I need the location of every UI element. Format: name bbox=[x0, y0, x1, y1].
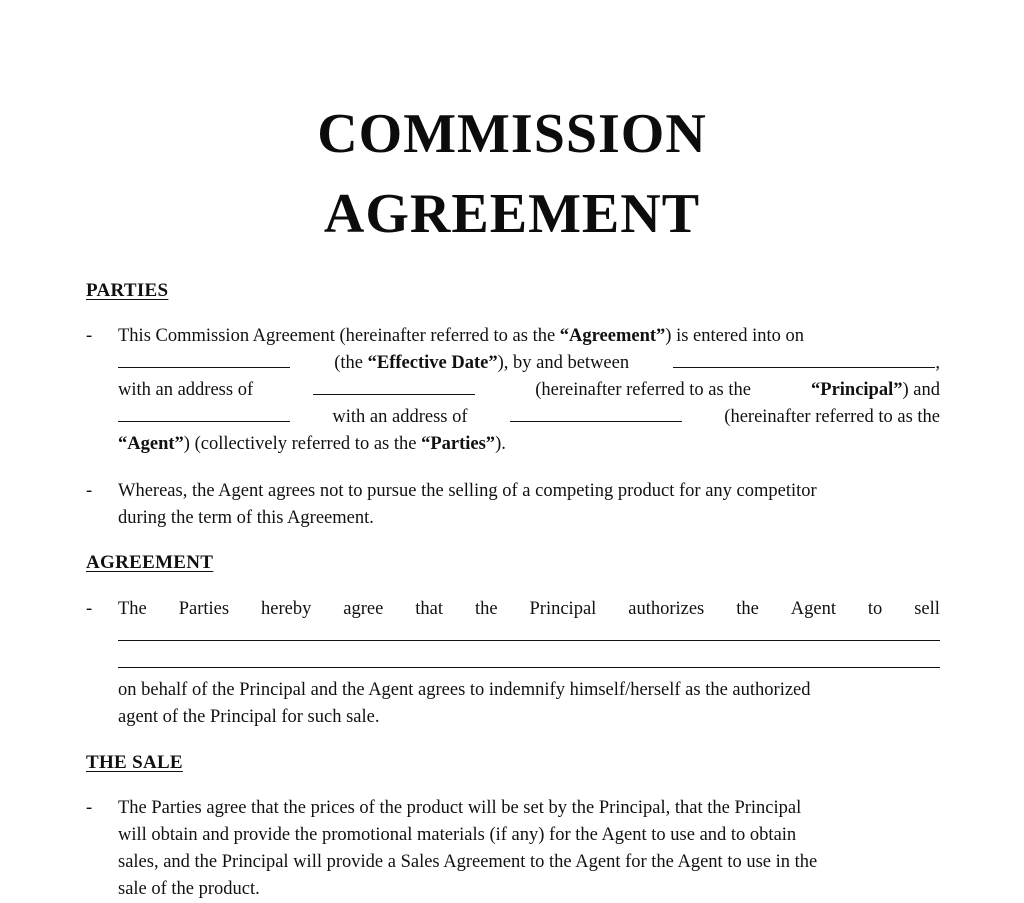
clause-word: Principal bbox=[529, 599, 597, 619]
clause-text-segment: with an address of bbox=[118, 380, 254, 400]
clause-text-segment: (hereinafter referred to as the bbox=[535, 380, 751, 400]
sale-clause-1 bbox=[86, 795, 940, 903]
clause-word: the bbox=[736, 599, 759, 619]
principal-name-blank[interactable] bbox=[673, 351, 935, 368]
document-title-line-2: AGREEMENT bbox=[323, 183, 701, 245]
clause-line bbox=[118, 596, 940, 623]
principal-address-blank[interactable] bbox=[313, 378, 475, 395]
clause-line bbox=[118, 849, 940, 876]
clause-text-segment: This Commission Agreement (hereinafter referred to as the “Agreement”) is entered into on bbox=[118, 326, 804, 346]
agent-address-blank[interactable] bbox=[510, 405, 682, 422]
clause-line bbox=[118, 404, 940, 431]
document-title-line-1: COMMISSION bbox=[317, 103, 707, 165]
clause-text-segment: on behalf of the Principal and the Agent agrees to indemnify himself/herself as the authorized bbox=[118, 680, 811, 700]
clause-word: to bbox=[867, 599, 883, 619]
clause-text-segment: The Parties agree that the prices of the product will be set by the Principal, that the Principal bbox=[118, 798, 802, 818]
clause-line bbox=[118, 377, 940, 404]
parties-clause-1 bbox=[86, 323, 940, 458]
agent-name-blank[interactable] bbox=[118, 405, 290, 422]
clause-text-segment: with an address of bbox=[332, 407, 468, 427]
clause-text-segment: , bbox=[673, 350, 940, 377]
section-heading-the-sale: THE SALE bbox=[86, 752, 183, 773]
clause-line bbox=[118, 704, 940, 731]
bullet-dash: - bbox=[86, 326, 93, 346]
section-heading-parties: PARTIES bbox=[86, 280, 169, 301]
clause-text-segment: agent of the Principal for such sale. bbox=[118, 707, 380, 727]
clause-line bbox=[118, 795, 940, 822]
agreement-clause-1 bbox=[86, 596, 940, 731]
clause-line bbox=[118, 876, 940, 903]
clause-text-segment: during the term of this Agreement. bbox=[118, 508, 374, 528]
clause-text-segment: (hereinafter referred to as the bbox=[724, 407, 940, 427]
clause-line bbox=[118, 431, 940, 458]
clause-line bbox=[118, 677, 940, 704]
clause-text-segment: “Agent”) (collectively referred to as the “Parties”). bbox=[118, 434, 506, 454]
clause-word: Agent bbox=[790, 599, 836, 619]
clause-word: The bbox=[118, 599, 147, 619]
clause-word: the bbox=[474, 599, 498, 619]
product-description-blank-1[interactable] bbox=[118, 623, 940, 650]
clause-text-segment: sale of the product. bbox=[118, 879, 260, 899]
clause-text-segment: sales, and the Principal will provide a Sales Agreement to the Agent for the Agent to use in the bbox=[118, 852, 818, 872]
clause-line bbox=[118, 478, 940, 505]
clause-line bbox=[118, 822, 940, 849]
bullet-dash: - bbox=[86, 599, 93, 619]
section-heading-agreement: AGREEMENT bbox=[86, 552, 214, 573]
clause-text-segment: “Principal”) and bbox=[811, 380, 940, 400]
clause-word: sell bbox=[914, 599, 940, 619]
clause-line bbox=[118, 323, 940, 350]
clause-line bbox=[118, 350, 940, 377]
clause-word: agree bbox=[343, 599, 384, 619]
bullet-dash: - bbox=[86, 481, 93, 501]
clause-text-segment: Whereas, the Agent agrees not to pursue the selling of a competing product for any competitor bbox=[118, 481, 817, 501]
effective-date-blank[interactable] bbox=[118, 351, 290, 368]
clause-line bbox=[118, 505, 940, 532]
clause-text-segment: will obtain and provide the promotional materials (if any) for the Agent to use and to obtain bbox=[118, 825, 797, 845]
clause-word: authorizes bbox=[628, 599, 705, 619]
clause-word: that bbox=[415, 599, 444, 619]
parties-clause-2 bbox=[86, 478, 940, 532]
clause-word: Parties bbox=[178, 599, 230, 619]
clause-word: hereby bbox=[261, 599, 312, 619]
clause-text-segment: (the “Effective Date”), by and between bbox=[334, 353, 630, 373]
bullet-dash: - bbox=[86, 798, 93, 818]
product-description-blank-2[interactable] bbox=[118, 650, 940, 677]
